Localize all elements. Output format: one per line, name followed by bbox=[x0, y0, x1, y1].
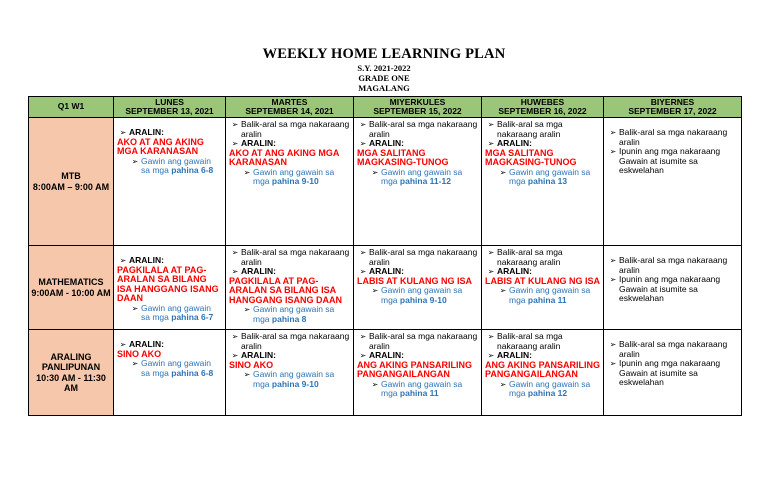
review-item-label: Balik-aral sa mga nakaraang aralin bbox=[619, 127, 728, 147]
review-item bbox=[229, 248, 350, 267]
review-item bbox=[607, 256, 738, 275]
task-item-text bbox=[381, 286, 478, 305]
lesson-heading-label: ARALIN: bbox=[369, 350, 404, 360]
plan-cell bbox=[114, 118, 226, 246]
submit-item-text bbox=[619, 359, 738, 388]
task-item bbox=[129, 359, 222, 378]
arrow-bullet-icon: ➢ bbox=[609, 256, 617, 265]
review-item-text bbox=[497, 332, 600, 351]
review-item-label: Balik-aral sa mga nakaraang aralin bbox=[497, 331, 563, 351]
arrow-bullet-icon: ➢ bbox=[487, 248, 495, 257]
arrow-bullet-icon: ➢ bbox=[371, 379, 379, 389]
review-item-label: Balik-aral sa mga nakaraang aralin bbox=[369, 119, 478, 139]
arrow-bullet-icon: ➢ bbox=[119, 340, 127, 349]
review-item-text bbox=[619, 128, 738, 147]
task-item-text bbox=[141, 359, 222, 378]
arrow-bullet-icon: ➢ bbox=[359, 248, 367, 257]
lesson-heading-label: ARALIN: bbox=[497, 350, 532, 360]
arrow-bullet-icon: ➢ bbox=[231, 248, 239, 257]
review-item bbox=[485, 332, 600, 351]
task-item-label: Gawin ang gawain sa mga bbox=[381, 285, 463, 305]
day-date: SEPTEMBER 15, 2022 bbox=[373, 106, 462, 116]
plan-cell bbox=[354, 246, 482, 330]
arrow-bullet-icon: ➢ bbox=[487, 332, 495, 341]
day-name: LUNES bbox=[155, 96, 184, 107]
subject-name: ARALING PANLIPUNAN bbox=[41, 351, 101, 372]
lesson-topic: SINO AKO bbox=[117, 348, 162, 359]
arrow-bullet-icon: ➢ bbox=[609, 275, 617, 284]
arrow-bullet-icon: ➢ bbox=[487, 351, 495, 360]
lesson-heading-label: ARALIN: bbox=[241, 266, 276, 276]
subject-row bbox=[29, 246, 742, 330]
task-item-label: Gawin ang gawain sa mga bbox=[253, 166, 335, 186]
plan-cell bbox=[604, 118, 742, 246]
review-item-text bbox=[497, 248, 600, 267]
arrow-bullet-icon: ➢ bbox=[243, 305, 251, 314]
quarter-week-label: Q1 W1 bbox=[57, 101, 85, 112]
lesson-topic: AKO AT ANG AKING MGA KARANASAN bbox=[229, 147, 339, 167]
page-ref: pahina 9-10 bbox=[271, 378, 319, 389]
arrow-bullet-icon: ➢ bbox=[231, 351, 239, 360]
review-item-text bbox=[619, 256, 738, 275]
task-item-label: Gawin ang gawain sa mga bbox=[141, 155, 211, 175]
review-item-label: Balik-aral sa mga nakaraang aralin bbox=[619, 255, 728, 275]
lesson-heading-label: ARALIN: bbox=[129, 339, 164, 349]
header-row bbox=[29, 97, 742, 118]
arrow-bullet-icon: ➢ bbox=[609, 128, 617, 137]
lesson-topic: AKO AT ANG AKING MGA KARANASAN bbox=[117, 136, 204, 156]
submit-item-label: Ipunin ang mga nakaraang Gawain at isumite sa eskwelahan bbox=[619, 274, 721, 303]
day-date: SEPTEMBER 13, 2021 bbox=[125, 106, 214, 116]
lesson-heading-label: ARALIN: bbox=[497, 138, 532, 148]
arrow-bullet-icon: ➢ bbox=[609, 340, 617, 349]
lesson-heading-label: ARALIN: bbox=[241, 350, 276, 360]
page-ref: pahina 13 bbox=[527, 176, 568, 186]
subject-row bbox=[29, 330, 742, 416]
day-header-tue bbox=[226, 97, 354, 118]
quarter-week-header bbox=[29, 97, 114, 118]
task-item-text bbox=[253, 370, 350, 389]
task-item-label: Gawin ang gawain sa mga bbox=[509, 378, 591, 398]
review-item-label: Balik-aral sa mga nakaraang aralin bbox=[497, 247, 563, 267]
submit-item-label: Ipunin ang mga nakaraang Gawain at isumite sa eskwelahan bbox=[619, 358, 721, 387]
task-item-text bbox=[141, 157, 222, 176]
review-item bbox=[229, 332, 350, 351]
page-ref: pahina 12 bbox=[527, 388, 568, 398]
arrow-bullet-icon: ➢ bbox=[131, 303, 139, 313]
task-item-text bbox=[509, 168, 600, 187]
page-ref: pahina 6-8 bbox=[171, 165, 214, 175]
subject-time: 9:00AM - 10:00 AM bbox=[31, 287, 111, 298]
plan-cell bbox=[482, 118, 604, 246]
day-date: SEPTEMBER 17, 2022 bbox=[628, 106, 717, 116]
arrow-bullet-icon: ➢ bbox=[243, 370, 251, 379]
arrow-bullet-icon: ➢ bbox=[231, 139, 239, 148]
task-item-text bbox=[509, 380, 600, 399]
task-item-label: Gawin ang gawain sa mga bbox=[381, 378, 463, 398]
task-item-text bbox=[509, 286, 600, 305]
subject-name: MTB bbox=[61, 171, 81, 181]
lesson-heading-label: ARALIN: bbox=[129, 127, 164, 137]
task-item bbox=[369, 380, 478, 399]
review-item-label: Balik-aral sa mga nakaraang aralin bbox=[241, 247, 350, 267]
school-year: S.Y. 2021-2022 bbox=[357, 63, 411, 73]
page-ref: pahina 6-8 bbox=[171, 367, 214, 378]
lesson-topic: ANG AKING PANSARILING PANGANGAILANGAN bbox=[357, 359, 473, 379]
subject-cell bbox=[29, 118, 114, 246]
town-name: MAGALANG bbox=[358, 83, 410, 93]
arrow-bullet-icon: ➢ bbox=[359, 267, 367, 276]
submit-item-text bbox=[619, 147, 738, 176]
review-item bbox=[485, 120, 600, 139]
submit-item bbox=[607, 359, 738, 388]
review-item-text bbox=[497, 120, 600, 139]
review-item bbox=[607, 340, 738, 359]
arrow-bullet-icon: ➢ bbox=[499, 379, 507, 389]
review-item bbox=[357, 332, 478, 351]
task-item-label: Gawin ang gawain sa mga bbox=[509, 166, 591, 186]
submit-item bbox=[607, 275, 738, 304]
lesson-topic: PAGKILALA AT PAG-ARALAN SA BILANG ISA HANGGANG ISANG DAAN bbox=[117, 264, 219, 303]
review-item-text bbox=[369, 332, 478, 351]
task-item-label: Gawin ang gawain sa mga bbox=[253, 304, 335, 324]
page-ref: pahina 11-12 bbox=[399, 176, 451, 186]
plan-cell bbox=[226, 246, 354, 330]
submit-item-text bbox=[619, 275, 738, 304]
task-item bbox=[497, 380, 600, 399]
page-ref: pahina 9-10 bbox=[399, 294, 447, 305]
arrow-bullet-icon: ➢ bbox=[131, 156, 139, 166]
arrow-bullet-icon: ➢ bbox=[131, 359, 139, 368]
arrow-bullet-icon: ➢ bbox=[359, 139, 367, 148]
plan-cell bbox=[604, 246, 742, 330]
review-item bbox=[485, 248, 600, 267]
review-item-text bbox=[241, 248, 350, 267]
review-item-label: Balik-aral sa mga nakaraang aralin bbox=[369, 247, 478, 267]
subject-name: MATHEMATICS bbox=[38, 277, 104, 287]
review-item-text bbox=[241, 120, 350, 139]
review-item-text bbox=[369, 248, 478, 267]
lesson-topic: PAGKILALA AT PAG-ARALAN SA BILANG ISA HANGGANG ISANG DAAN bbox=[229, 275, 343, 305]
subject-cell bbox=[29, 330, 114, 416]
arrow-bullet-icon: ➢ bbox=[487, 267, 495, 276]
arrow-bullet-icon: ➢ bbox=[487, 139, 495, 148]
task-item-text bbox=[253, 168, 350, 187]
page-ref: pahina 9-10 bbox=[271, 176, 319, 186]
day-name: MIYERKULES bbox=[389, 96, 446, 107]
task-item bbox=[241, 370, 350, 389]
task-item-label: Gawin ang gawain sa mga bbox=[253, 369, 335, 389]
review-item bbox=[357, 120, 478, 139]
arrow-bullet-icon: ➢ bbox=[231, 332, 239, 341]
lesson-heading-label: ARALIN: bbox=[497, 266, 532, 276]
task-item-label: Gawin ang gawain sa mga bbox=[509, 285, 591, 305]
arrow-bullet-icon: ➢ bbox=[231, 120, 239, 129]
review-item-label: Balik-aral sa mga nakaraang aralin bbox=[241, 331, 350, 351]
task-item-label: Gawin ang gawain sa mga bbox=[141, 358, 211, 378]
plan-cell bbox=[482, 330, 604, 416]
plan-cell bbox=[354, 118, 482, 246]
arrow-bullet-icon: ➢ bbox=[119, 256, 127, 265]
learning-plan-table bbox=[28, 96, 742, 416]
plan-cell bbox=[604, 330, 742, 416]
arrow-bullet-icon: ➢ bbox=[371, 167, 379, 177]
task-item-label: Gawin ang gawain sa mga bbox=[381, 166, 463, 186]
lesson-topic: SINO AKO bbox=[229, 359, 274, 370]
day-header-mon bbox=[114, 97, 226, 118]
arrow-bullet-icon: ➢ bbox=[499, 286, 507, 295]
task-item bbox=[241, 305, 350, 324]
day-header-fri bbox=[604, 97, 742, 118]
day-name: MARTES bbox=[271, 96, 308, 107]
arrow-bullet-icon: ➢ bbox=[243, 167, 251, 177]
page-ref: pahina 11 bbox=[399, 388, 439, 398]
task-item-text bbox=[381, 380, 478, 399]
submit-item bbox=[607, 147, 738, 176]
review-item-label: Balik-aral sa mga nakaraang aralin bbox=[497, 119, 563, 139]
page-ref: pahina 11 bbox=[527, 294, 567, 305]
plan-cell bbox=[226, 118, 354, 246]
plan-cell bbox=[354, 330, 482, 416]
review-item bbox=[229, 120, 350, 139]
day-name: HUWEBES bbox=[520, 96, 565, 107]
day-name: BIYERNES bbox=[650, 96, 695, 107]
lesson-topic: LABIS AT KULANG NG ISA bbox=[357, 275, 472, 286]
subject-time: 10:30 AM - 11:30 AM bbox=[36, 372, 106, 393]
arrow-bullet-icon: ➢ bbox=[359, 351, 367, 360]
lesson-topic: MGA SALITANG MAGKASING-TUNOG bbox=[357, 147, 449, 167]
lesson-heading-label: ARALIN: bbox=[369, 266, 404, 276]
arrow-bullet-icon: ➢ bbox=[231, 267, 239, 276]
task-item-label: Gawin ang gawain sa mga bbox=[141, 302, 211, 322]
lesson-heading-label: ARALIN: bbox=[241, 138, 276, 148]
subject-row bbox=[29, 118, 742, 246]
lesson-topic: MGA SALITANG MAGKASING-TUNOG bbox=[485, 147, 577, 167]
subject-time: 8:00AM – 9:00 AM bbox=[32, 181, 110, 192]
arrow-bullet-icon: ➢ bbox=[499, 167, 507, 177]
page-ref: pahina 8 bbox=[271, 313, 307, 324]
grade-level: GRADE ONE bbox=[358, 73, 410, 83]
task-item bbox=[369, 168, 478, 187]
lesson-topic: ANG AKING PANSARILING PANGANGAILANGAN bbox=[485, 359, 601, 379]
task-item bbox=[497, 168, 600, 187]
day-header-thu bbox=[482, 97, 604, 118]
page-title: WEEKLY HOME LEARNING PLAN bbox=[262, 46, 506, 62]
lesson-heading-label: ARALIN: bbox=[369, 138, 404, 148]
review-item-label: Balik-aral sa mga nakaraang aralin bbox=[369, 331, 478, 351]
page-ref: pahina 6-7 bbox=[171, 312, 214, 322]
review-item-text bbox=[619, 340, 738, 359]
plan-cell bbox=[114, 246, 226, 330]
arrow-bullet-icon: ➢ bbox=[359, 332, 367, 341]
task-item-text bbox=[381, 168, 478, 187]
arrow-bullet-icon: ➢ bbox=[119, 128, 127, 137]
review-item-text bbox=[369, 120, 478, 139]
arrow-bullet-icon: ➢ bbox=[609, 359, 617, 368]
review-item bbox=[607, 128, 738, 147]
lesson-topic: LABIS AT KULANG NG ISA bbox=[485, 275, 600, 286]
review-item-text bbox=[241, 332, 350, 351]
task-item bbox=[369, 286, 478, 305]
day-date: SEPTEMBER 16, 2022 bbox=[498, 106, 587, 116]
task-item bbox=[497, 286, 600, 305]
task-item-text bbox=[253, 305, 350, 324]
task-item-text bbox=[141, 304, 222, 323]
task-item bbox=[129, 157, 222, 176]
arrow-bullet-icon: ➢ bbox=[609, 147, 617, 156]
submit-item-label: Ipunin ang mga nakaraang Gawain at isumite sa eskwelahan bbox=[619, 146, 721, 175]
task-item bbox=[129, 304, 222, 323]
lesson-heading-label: ARALIN: bbox=[129, 255, 164, 265]
review-item bbox=[357, 248, 478, 267]
plan-cell bbox=[226, 330, 354, 416]
arrow-bullet-icon: ➢ bbox=[371, 286, 379, 295]
review-item-label: Balik-aral sa mga nakaraang aralin bbox=[619, 339, 728, 359]
plan-cell bbox=[482, 246, 604, 330]
arrow-bullet-icon: ➢ bbox=[359, 120, 367, 129]
plan-cell bbox=[114, 330, 226, 416]
subject-cell bbox=[29, 246, 114, 330]
arrow-bullet-icon: ➢ bbox=[487, 120, 495, 129]
day-date: SEPTEMBER 14, 2021 bbox=[245, 106, 334, 116]
task-item bbox=[241, 168, 350, 187]
day-header-wed bbox=[354, 97, 482, 118]
review-item-label: Balik-aral sa mga nakaraang aralin bbox=[241, 119, 350, 139]
